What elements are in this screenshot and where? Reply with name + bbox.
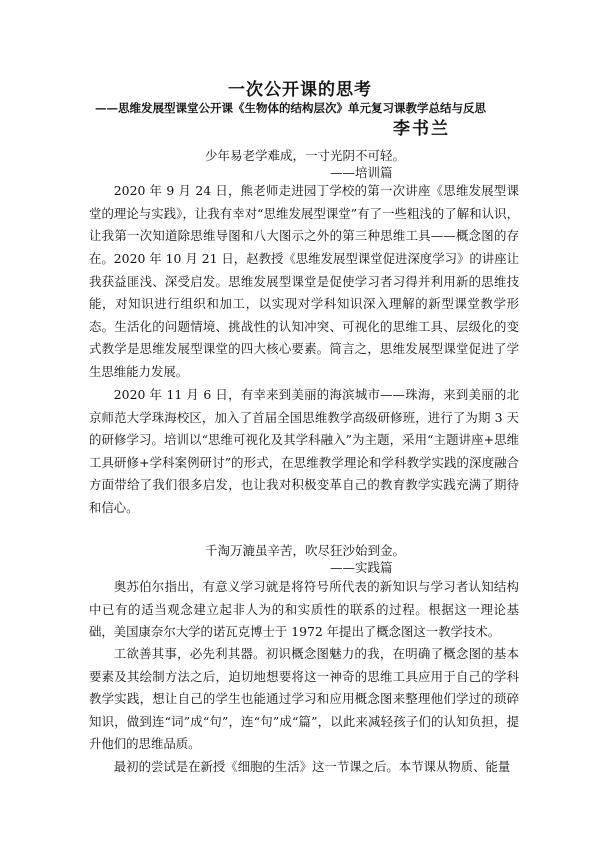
paragraph: 2020 年 11 月 6 日，有幸来到美丽的海滨城市——珠海，来到美丽的北京师范大学珠海校区，加入了首届全国思维教学高级研修班，进行了为期 3 天的研修学习。培训以“思维可视化及其学科融入”为主题，采用“主题讲座+思维工具研修+学科案例研讨”的形式，在思维教学理论和学科教学实践的深度融合方面带给了我们很多启发，也让我对积极变革自己的教育教学实践充满了期待和信心。: [89, 387, 519, 515]
document-title: 一次公开课的思考: [228, 80, 372, 100]
paragraph: 奥苏伯尔指出，有意义学习就是将符号所代表的新知识与学习者认知结构中已有的适当观念建立起非人为的和实质性的联系的过程。根据这一理论基础，美国康奈尔大学的诺瓦克博士于 1972 年提出了概念图这一教学技术。: [89, 579, 519, 640]
paragraph: 工欲善其事，必先利其器。初识概念图魅力的我，在明确了概念图的基本要素及其绘制方法之后，迫切地想要将这一神奇的思维工具应用于自己的学科教学实践，想让自己的学生也能通过学习和应用概念图来整理他们学过的琐碎知识，做到连“词”成“句”，连“句”成“篇”，以此来减轻孩子们的认知负担，提升他们的思维品质。: [89, 646, 519, 752]
paragraph: 最初的尝试是在新授《细胞的生活》这一节课之后。本节课从物质、能量: [113, 759, 511, 774]
section-2-quote: 千淘万漉虽辛苦，吹尽狂沙始到金。: [205, 543, 406, 558]
paragraph: 2020 年 9 月 24 日，熊老师走进园丁学校的第一次讲座《思维发展型课堂的理论与实践》，让我有幸对“思维发展型课堂”有了一些粗浅的了解和认识，让我第一次知道除思维导图和八大图示之外的第三种思维工具——概念图的存在。: [89, 183, 519, 266]
paragraph: 2020 年 10 月 21 日，赵教授《思维发展型课堂促进深度学习》的讲座让我获益匪浅、深受启发。思维发展型课堂是促使学习者习得并利用新的思维技能，对知识进行组织和加工，以实现对学科知识深入理解的新型课堂教学形态。生活化的问题情境、挑战性的认知冲突、可视化的思维工具、层级化的变式教学是思维发展型课堂的四大核心要素。简言之，思维发展型课堂促进了学生思维能力发展。: [89, 251, 519, 379]
section-1-quote: 少年易老学难成，一寸光阴不可轻。: [205, 148, 406, 163]
section-1-source: ——培训篇: [330, 165, 393, 180]
document-subtitle: ——思维发展型课堂公开课《生物体的结构层次》单元复习课教学总结与反思: [95, 101, 486, 115]
section-2-source: ——实践篇: [330, 560, 393, 575]
author-name: 李书兰: [393, 119, 450, 139]
